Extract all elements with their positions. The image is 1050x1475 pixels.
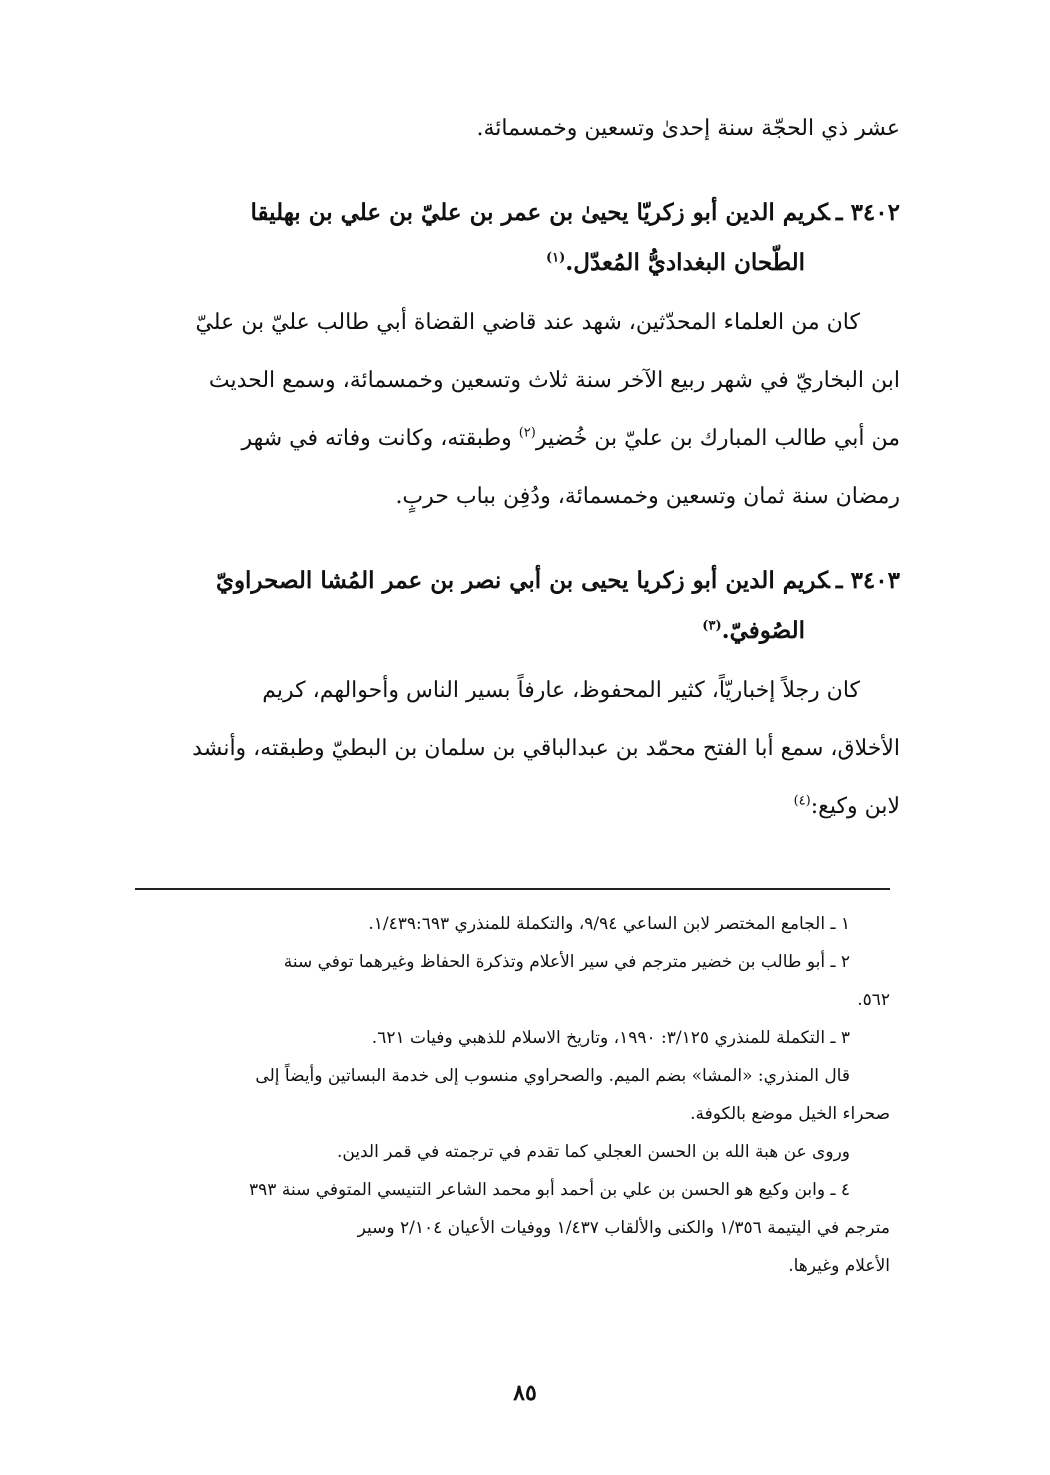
entry-title [135,556,900,656]
page-number: ٨٥ [513,1380,537,1406]
entry-3403 [135,556,900,836]
entry-title-line2: الطّحان البغداديُّ المُعدّل. [565,249,805,276]
footnote-3-note-cont: صحراء الخيل موضع بالكوفة. [690,1104,890,1124]
footnote-2-cont: ٥٦٢. [857,990,890,1010]
entry-body [135,662,900,836]
intro-line: عشر ذي الحجّة سنة إحدىٰ وتسعين وخمسمائة. [476,116,900,141]
body-line-part: وطبقته، وكانت وفاته في شهر [241,426,519,451]
body-line: رمضان سنة ثمان وتسعين وخمسمائة، ودُفِن بباب حربٍ. [395,484,900,509]
body-line: الأخلاق، سمع أبا الفتح محمّد بن عبدالباقي بن سلمان بن البطيّ وطبقته، وأنشد [192,736,900,761]
body-line [135,410,900,468]
entry-title [135,188,900,288]
footnote-4-end: الأعلام وغيرها. [788,1256,890,1276]
footnote-2: ٢ ـ أبو طالب بن خضير مترجم في سير الأعلام وتذكرة الحفاظ وغيرهما توفي سنة [283,952,850,972]
body-line: كان رجلاً إخباريّاً، كثير المحفوظ، عارفاً بسير الناس وأحوالهم، كريم [262,678,860,703]
footnote-3-note: قال المنذري: «المشا» بضم الميم. والصحراوي منسوب إلى خدمة البساتين وأيضاً إلى [255,1066,850,1086]
entry-number: ٣٤٠٣ ـ [835,567,900,594]
footnote-divider [135,888,890,890]
entry-number: ٣٤٠٢ ـ [835,199,900,226]
entry-3402 [135,188,900,526]
footnote-ref: (٢) [518,425,536,441]
footnote-1: ١ ـ الجامع المختصر لابن الساعي ٩/٩٤، والتكملة للمنذري ١/٤٣٩:٦٩٣. [368,914,850,934]
body-line-part: لابن وكيع: [810,794,900,819]
footnote-4-cont: مترجم في اليتيمة ١/٣٥٦ والكنى والألقاب ١/٤٣٧ ووفيات الأعيان ٢/١٠٤ وسير [357,1218,890,1238]
footnote-ref: (١) [545,250,566,266]
body-line [135,778,900,836]
body-line: كان من العلماء المحدّثين، شهد عند قاضي القضاة أبي طالب عليّ بن عليّ [195,310,860,335]
entry-title-line1: كريم الدين أبو زكريا يحيى بن أبي نصر بن عمر المُشا الصحراويّ [215,567,830,594]
footnote-3-extra: وروى عن هبة الله بن الحسن العجلي كما تقدم في ترجمته في قمر الدين. [336,1142,850,1162]
entry-title-line1: كريم الدين أبو زكريّا يحيىٰ بن عمر بن عليّ بن علي بن بهليقا [250,199,830,226]
entry-title-line2: الصُوفيّ. [721,617,805,644]
footnote-3: ٣ ـ التكملة للمنذري ٣/١٢٥: ١٩٩٠، وتاريخ الاسلام للذهبي وفيات ٦٢١. [371,1028,850,1048]
body-line-part: من أبي طالب المبارك بن عليّ بن خُضير [535,426,900,451]
body-line: ابن البخاريّ في شهر ربيع الآخر سنة ثلاث وتسعين وخمسمائة، وسمع الحديث [208,368,900,393]
footnote-ref: (٣) [702,618,722,634]
page-body [135,100,900,836]
entry-body [135,294,900,526]
footnote-4: ٤ ـ وابن وكيع هو الحسن بن علي بن أحمد أبو محمد الشاعر التنيسي المتوفي سنة ٣٩٣ [249,1180,850,1200]
footnotes [135,905,890,1285]
footnote-ref: (٤) [793,793,811,809]
